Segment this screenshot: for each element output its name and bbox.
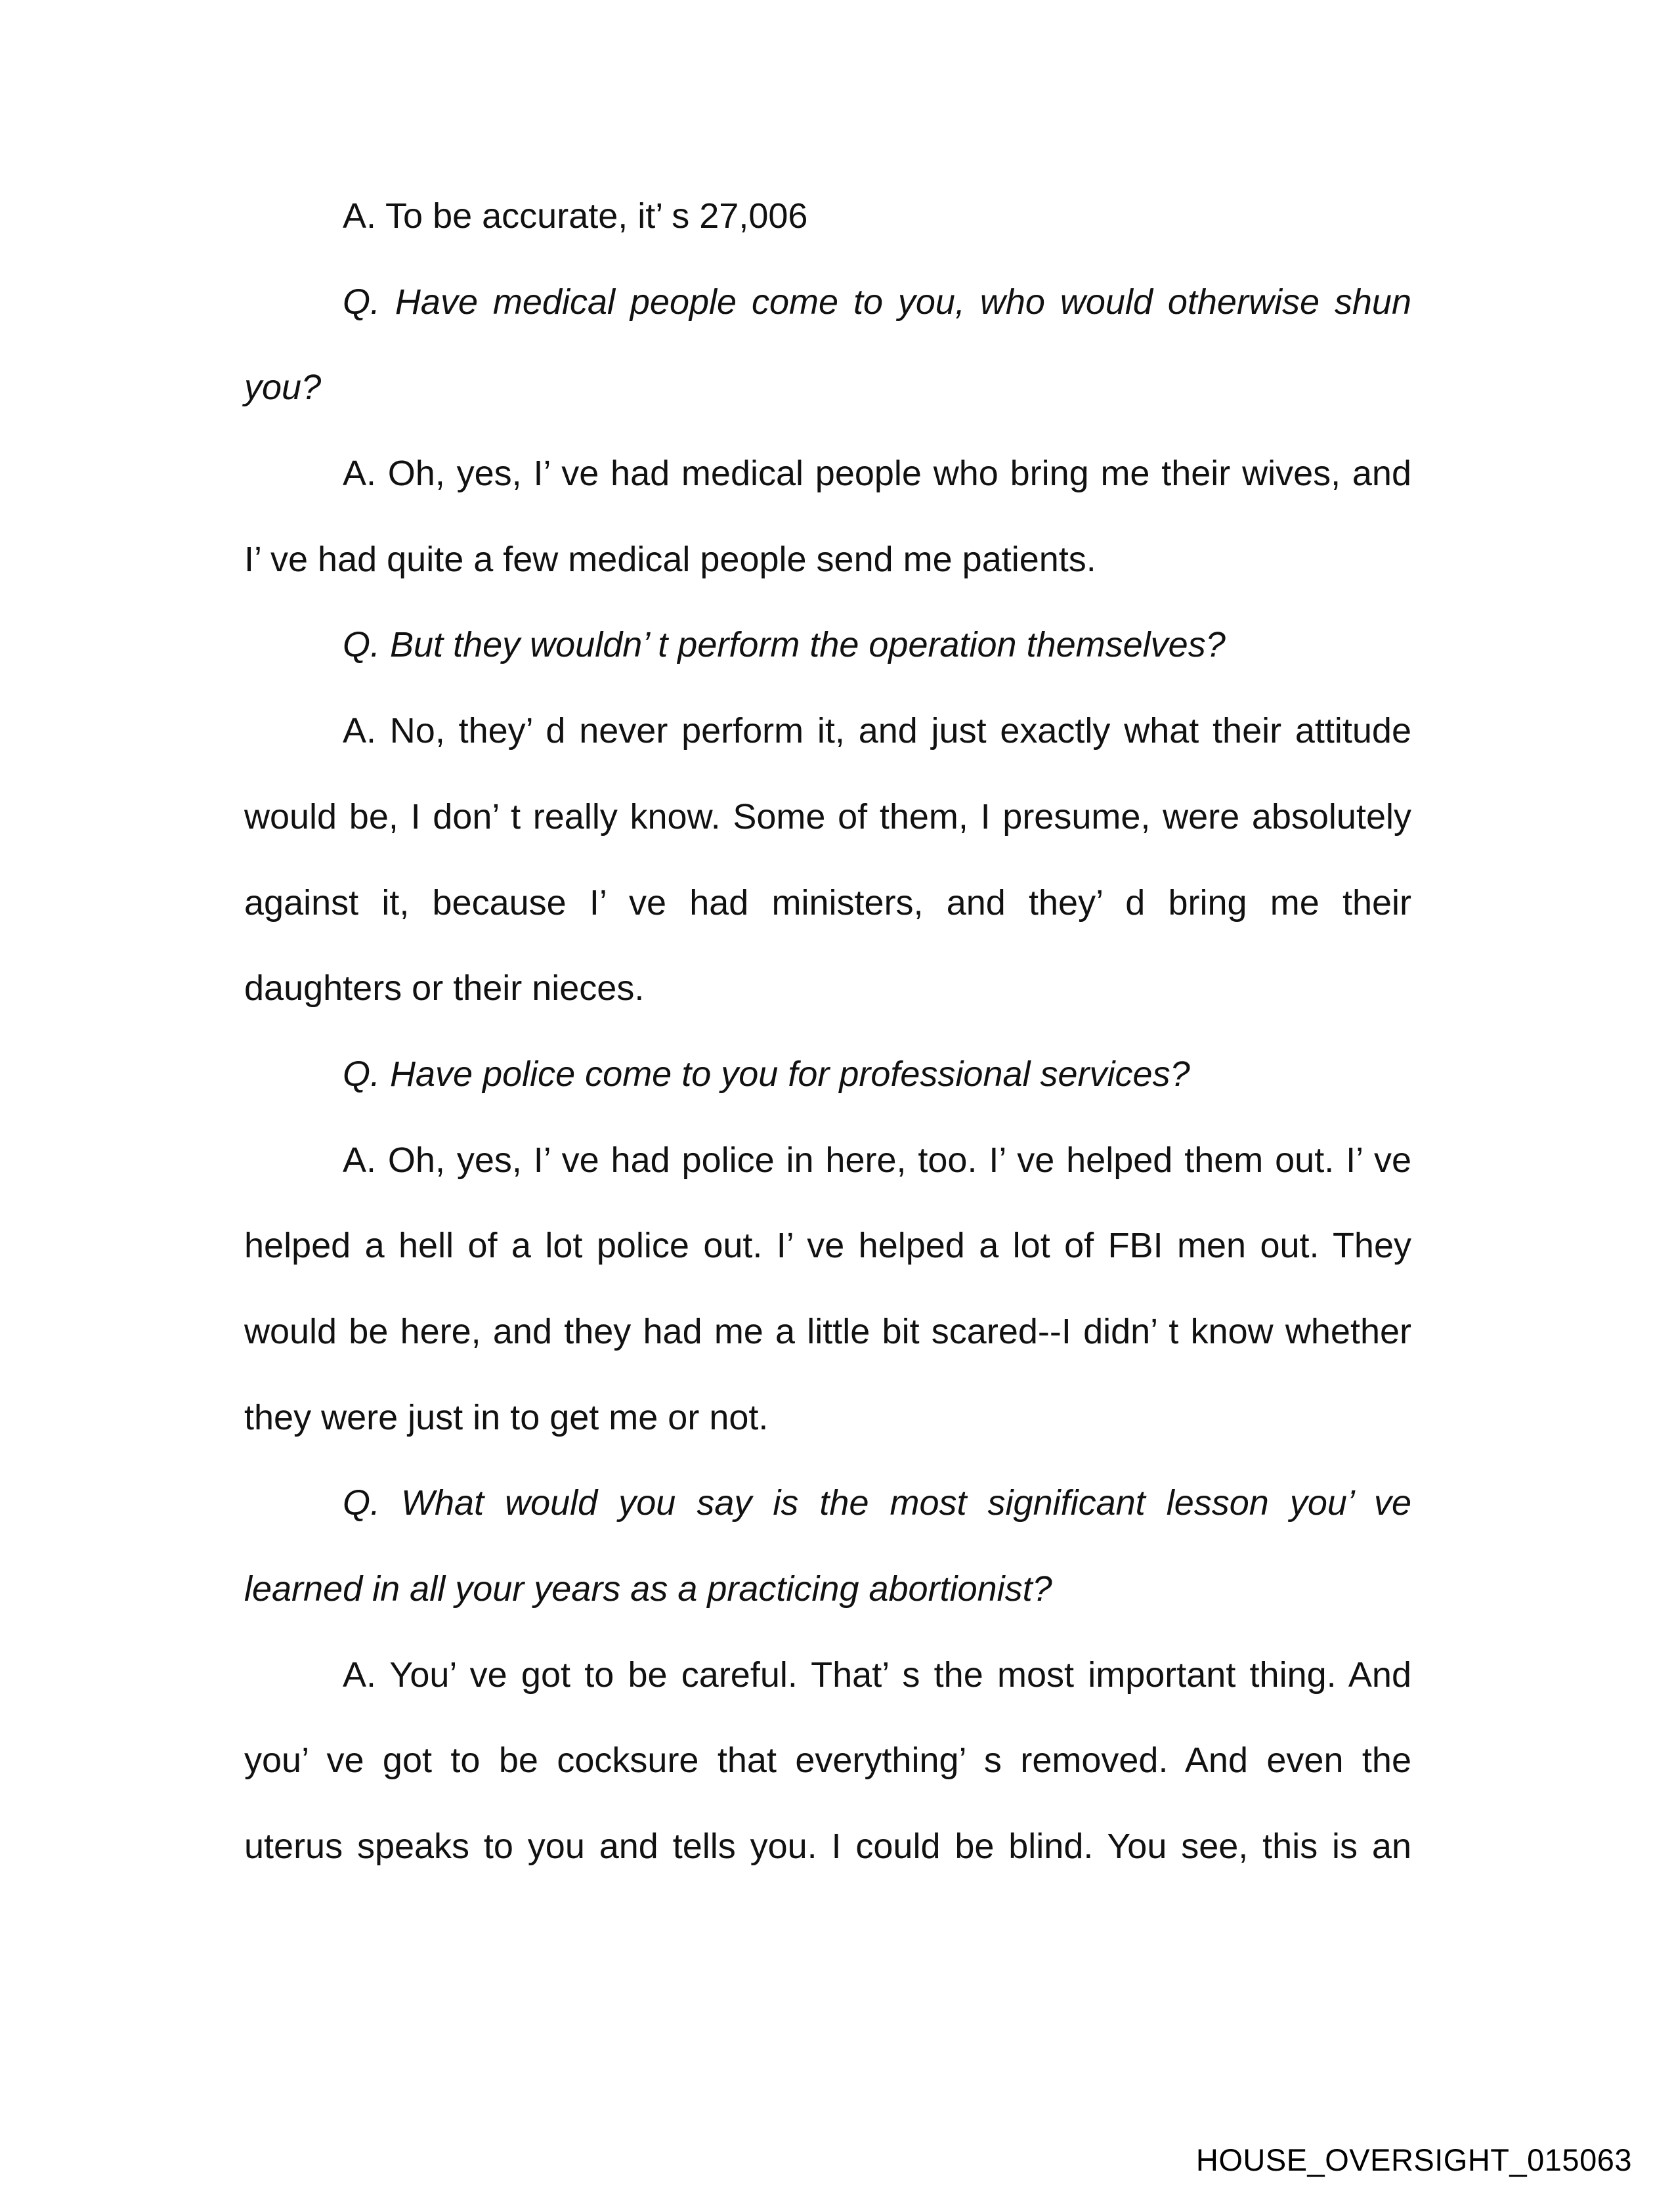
text-line: uterus speaks to you and tells you. I could be blind. You see, this is an [244, 1827, 1411, 1867]
text-line: I’ ve had quite a few medical people send me patients. [244, 539, 1096, 579]
text-line: would be, I don’ t really know. Some of them, I presume, were absolutely [244, 796, 1411, 836]
text-line: learned in all your years as a practicing abortionist? [244, 1569, 1052, 1609]
text-line: you? [244, 368, 322, 408]
text-line: A. Oh, yes, I’ ve had police in here, too. I’ ve helped them out. I’ ve [343, 1140, 1411, 1180]
answer-paragraph [244, 688, 1411, 1031]
bates-number: HOUSE_OVERSIGHT_015063 [1195, 2142, 1632, 2177]
text-line: they were just in to get me or not. [244, 1397, 769, 1437]
text-line: helped a hell of a lot police out. I’ ve helped a lot of FBI men out. They [244, 1226, 1411, 1266]
question-paragraph [244, 602, 1411, 688]
text-line: Q. But they wouldn’ t perform the operation themselves? [343, 625, 1226, 665]
question-paragraph [244, 259, 1411, 431]
text-line: Q. What would you say is the most significant lesson you’ ve [343, 1483, 1411, 1523]
text-line: A. Oh, yes, I’ ve had medical people who bring me their wives, and [343, 454, 1411, 494]
text-line: against it, because I’ ve had ministers, and they’ d bring me their [244, 882, 1411, 922]
question-paragraph [244, 1031, 1411, 1117]
answer-paragraph [244, 173, 1411, 259]
document-body [244, 173, 1411, 1890]
text-line: Q. Have police come to you for professional services? [343, 1054, 1190, 1094]
answer-paragraph [244, 1632, 1411, 1890]
text-line: A. To be accurate, it’ s 27,006 [343, 196, 808, 236]
question-paragraph [244, 1460, 1411, 1632]
text-line: you’ ve got to be cocksure that everything’ s removed. And even the [244, 1741, 1411, 1781]
text-line: daughters or their nieces. [244, 968, 645, 1008]
text-line: A. No, they’ d never perform it, and just exactly what their attitude [343, 711, 1411, 751]
answer-paragraph [244, 1117, 1411, 1461]
text-line: Q. Have medical people come to you, who would otherwise shun [343, 282, 1411, 322]
text-line: A. You’ ve got to be careful. That’ s the most important thing. And [343, 1655, 1411, 1695]
text-line: would be here, and they had me a little bit scared--I didn’ t know whether [244, 1311, 1411, 1351]
answer-paragraph [244, 431, 1411, 602]
